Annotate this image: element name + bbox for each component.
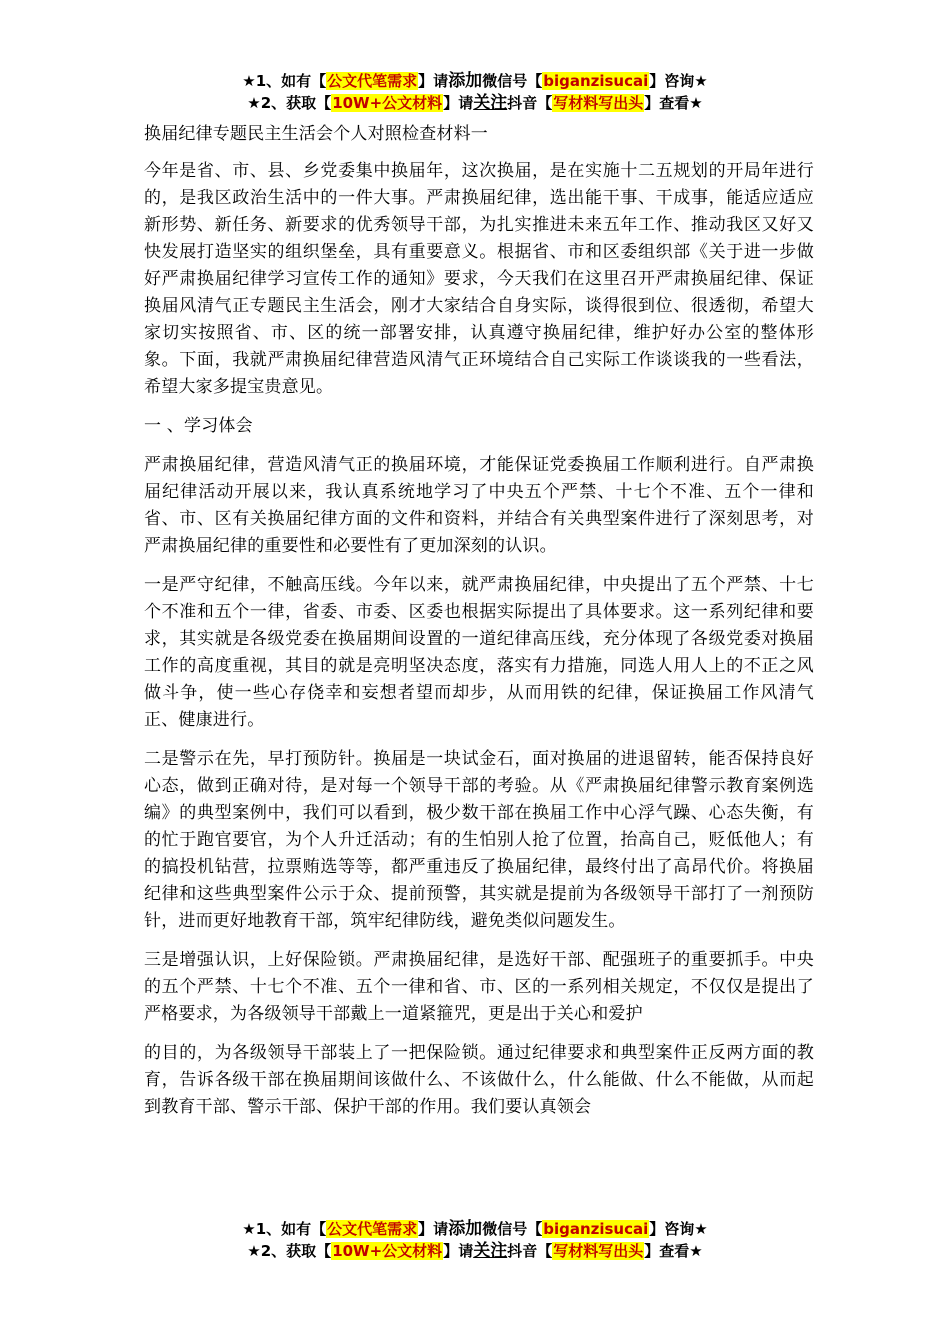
document-body [144, 121, 814, 1133]
promo-emphasis: 关注 [473, 93, 508, 113]
paragraph: 一是严守纪律，不触高压线。今年以来，就严肃换届纪律，中央提出了五个严禁、十七个不准和五个一律，省委、市委、区委也根据实际提出了具体要求。这一系列纪律和要求，其实就是各级党委在换届期间设置的一道纪律高压线，充分体现了各级党委对换届工作的高度重视，其目的就是亮明坚决态度，落实有力措施，同选人用人上的不正之风做斗争，使一些心存侥幸和妄想者望而却步，从而用铁的纪律，保证换届工作风清气正、健康进行。 [144, 575, 814, 730]
promo-text: ★1、如有【 [242, 1220, 327, 1238]
promo-text: ★1、如有【 [242, 72, 327, 90]
promo-highlight: 公文代笔需求 [327, 1220, 418, 1238]
promo-douyin-id: 写材料写出头 [553, 94, 644, 112]
promo-text: 】请 [418, 1220, 449, 1238]
promo-highlight: 10W+公文材料 [332, 1242, 443, 1260]
promo-banner-bottom [0, 1218, 950, 1262]
promo-text: 】请 [418, 72, 449, 90]
section-heading: 一 、学习体会 [144, 416, 253, 436]
paragraph: 的目的，为各级领导干部装上了一把保险锁。通过纪律要求和典型案件正反两方面的教育，告诉各级干部在换届期间该做什么、不该做什么，什么能做、什么不能做，从而起到教育干部、警示干部、保护干部的作用。我们要认真领会 [144, 1043, 814, 1117]
promo-banner-top [0, 70, 950, 114]
promo-text: 】请 [443, 1242, 474, 1260]
promo-text: ★2、获取【 [247, 94, 332, 112]
paragraph: 二是警示在先，早打预防针。换届是一块试金石，面对换届的进退留转，能否保持良好心态，做到正确对待，是对每一个领导干部的考验。从《严肃换届纪律警示教育案例选编》的典型案例中，我们可以看到，极少数干部在换届工作中心浮气躁、心态失衡，有的忙于跑官要官，为个人升迁活动；有的生怕别人抢了位置，抬高自己，贬低他人；有的搞投机钻营，拉票贿选等等，都严重违反了换届纪律，最终付出了高昂代价。将换届纪律和这些典型案件公示于众、提前预警，其实就是提前为各级领导干部打了一剂预防针，进而更好地教育干部，筑牢纪律防线，避免类似问题发生。 [144, 749, 814, 931]
promo-emphasis: 关注 [473, 1241, 508, 1261]
paragraph: 三是增强认识，上好保险锁。严肃换届纪律，是选好干部、配强班子的重要抓手。中央的五个严禁、十七个不准、五个一律和省、市、区的一系列相关规定，不仅仅是提出了严格要求，为各级领导干部戴上一道紧箍咒，更是出于关心和爱护 [144, 950, 814, 1024]
promo-line-1 [0, 70, 950, 92]
promo-line-1 [0, 1218, 950, 1240]
promo-highlight: 10W+公文材料 [332, 94, 443, 112]
promo-text: 微信号【 [482, 1220, 543, 1238]
promo-highlight: 公文代笔需求 [327, 72, 418, 90]
promo-emphasis: 添加 [448, 71, 483, 91]
promo-douyin-id: 写材料写出头 [553, 1242, 644, 1260]
promo-text: 】查看★ [644, 1242, 703, 1260]
promo-text: 】查看★ [644, 94, 703, 112]
document-title: 换届纪律专题民主生活会个人对照检查材料一 [144, 124, 488, 144]
promo-text: 】咨询★ [649, 1220, 708, 1238]
promo-line-2 [0, 1240, 950, 1262]
promo-wechat-id: biganzisucai [543, 72, 649, 90]
promo-text: 抖音【 [507, 94, 553, 112]
promo-text: 】请 [443, 94, 474, 112]
promo-text: 微信号【 [482, 72, 543, 90]
paragraph-intro: 今年是省、市、县、乡党委集中换届年，这次换届，是在实施十二五规划的开局年进行的，是我区政治生活中的一件大事。严肃换届纪律，选出能干事、干成事，能适应适应新形势、新任务、新要求的优秀领导干部，为扎实推进未来五年工作、推动我区又好又快发展打造坚实的组织堡垒，具有重要意义。根据省、市和区委组织部《关于进一步做好严肃换届纪律学习宣传工作的通知》要求，今天我们在这里召开严肃换届纪律、保证换届风清气正专题民主生活会，刚才大家结合自身实际，谈得很到位、很透彻，希望大家切实按照省、市、区的统一部署安排，认真遵守换届纪律，维护好办公室的整体形象。下面，我就严肃换届纪律营造风清气正环境结合自己实际工作谈谈我的一些看法，希望大家多提宝贵意见。 [144, 161, 814, 397]
promo-text: 抖音【 [507, 1242, 553, 1260]
promo-emphasis: 添加 [448, 1219, 483, 1239]
promo-line-2 [0, 92, 950, 114]
promo-text: ★2、获取【 [247, 1242, 332, 1260]
promo-wechat-id: biganzisucai [543, 1220, 649, 1238]
paragraph: 严肃换届纪律，营造风清气正的换届环境，才能保证党委换届工作顺利进行。自严肃换届纪律活动开展以来，我认真系统地学习了中央五个严禁、十七个不准、五个一律和省、市、区有关换届纪律方面的文件和资料，并结合有关典型案件进行了深刻思考，对严肃换届纪律的重要性和必要性有了更加深刻的认识。 [144, 455, 814, 556]
promo-text: 】咨询★ [649, 72, 708, 90]
